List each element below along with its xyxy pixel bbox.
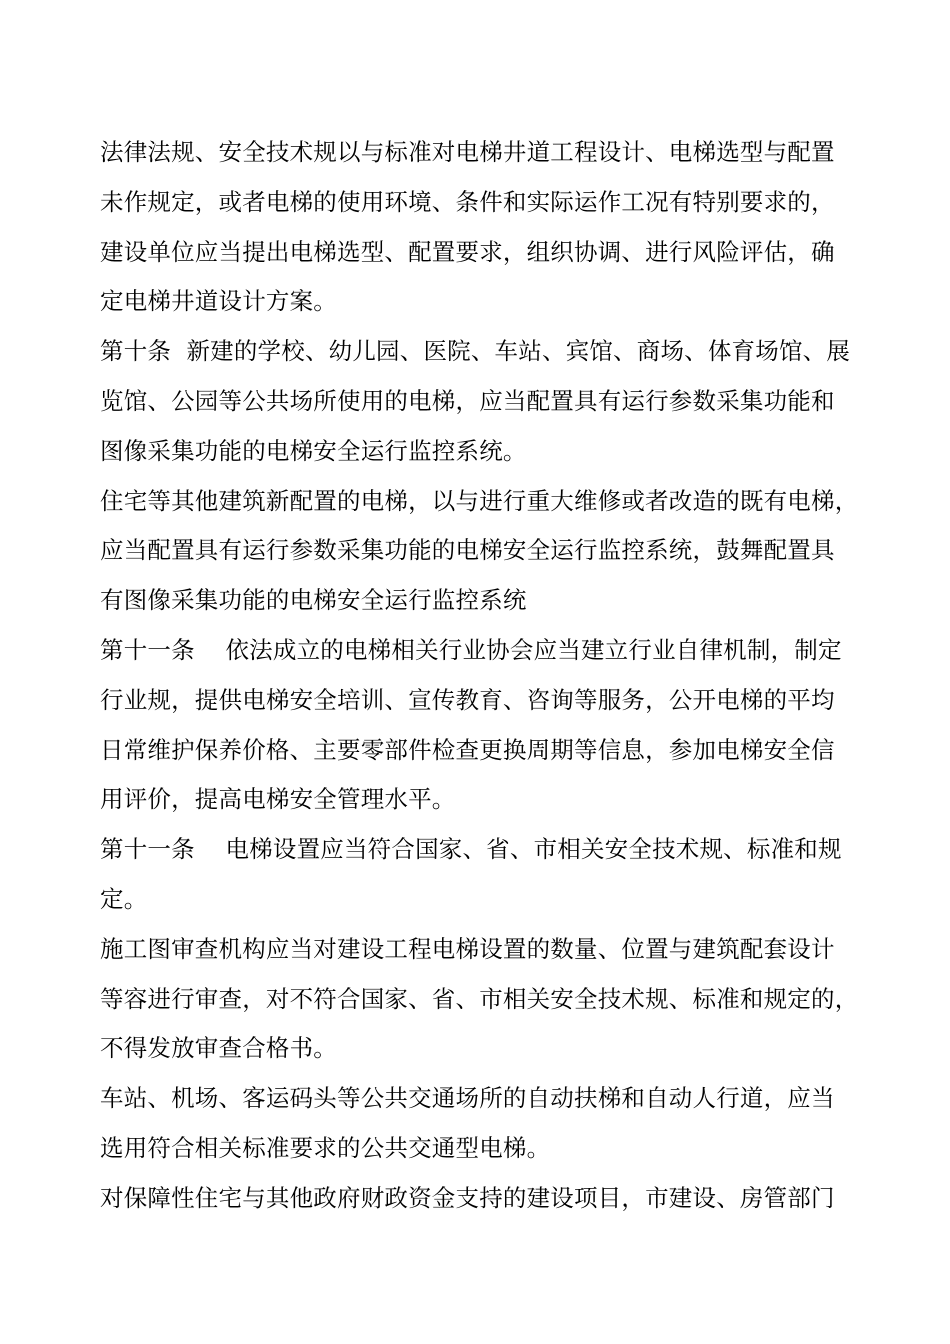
text-line: 定电梯井道设计方案。 <box>100 287 337 316</box>
text-line: 行业规，提供电梯安全培训、宣传教育、咨询等服务，公开电梯的平均 <box>100 685 835 714</box>
document-body <box>100 128 900 1224</box>
text-line: 建设单位应当提出电梯选型、配置要求，组织协调、进行风险评估，确 <box>100 237 835 266</box>
text-line: 对保障性住宅与其他政府财政资金支持的建设项目，市建设、房管部门 <box>100 1183 835 1212</box>
text-line: 有图像采集功能的电梯安全运行监控系统 <box>100 586 527 615</box>
text-line: 第十一条 电梯设置应当符合国家、省、市相关安全技术规、标准和规 <box>100 835 842 864</box>
text-line: 第十条 新建的学校、幼儿园、医院、车站、宾馆、商场、体育场馆、展 <box>100 337 851 366</box>
text-line: 览馆、公园等公共场所使用的电梯，应当配置具有运行参数采集功能和 <box>100 386 835 415</box>
text-line: 施工图审查机构应当对建设工程电梯设置的数量、位置与建筑配套设计 <box>100 934 835 963</box>
text-line: 不得发放审查合格书。 <box>100 1034 337 1063</box>
text-line: 等容进行审查，对不符合国家、省、市相关安全技术规、标准和规定的， <box>100 984 859 1013</box>
text-line: 选用符合相关标准要求的公共交通型电梯。 <box>100 1133 551 1162</box>
text-line: 图像采集功能的电梯安全运行监控系统。 <box>100 436 527 465</box>
text-line: 用评价，提高电梯安全管理水平。 <box>100 785 456 814</box>
text-line: 住宅等其他建筑新配置的电梯，以与进行重大维修或者改造的既有电梯， <box>100 486 859 515</box>
text-line: 定。 <box>100 884 148 913</box>
text-line: 应当配置具有运行参数采集功能的电梯安全运行监控系统，鼓舞配置具 <box>100 536 835 565</box>
text-line: 法律法规、安全技术规以与标准对电梯井道工程设计、电梯选型与配置 <box>100 138 835 166</box>
text-line: 第十一条 依法成立的电梯相关行业协会应当建立行业自律机制，制定 <box>100 635 842 664</box>
text-line: 未作规定，或者电梯的使用环境、条件和实际运作工况有特别要求的， <box>100 187 835 216</box>
text-line: 日常维护保养价格、主要零部件检查更换周期等信息，参加电梯安全信 <box>100 735 835 764</box>
text-line: 车站、机场、客运码头等公共交通场所的自动扶梯和自动人行道，应当 <box>100 1084 835 1113</box>
